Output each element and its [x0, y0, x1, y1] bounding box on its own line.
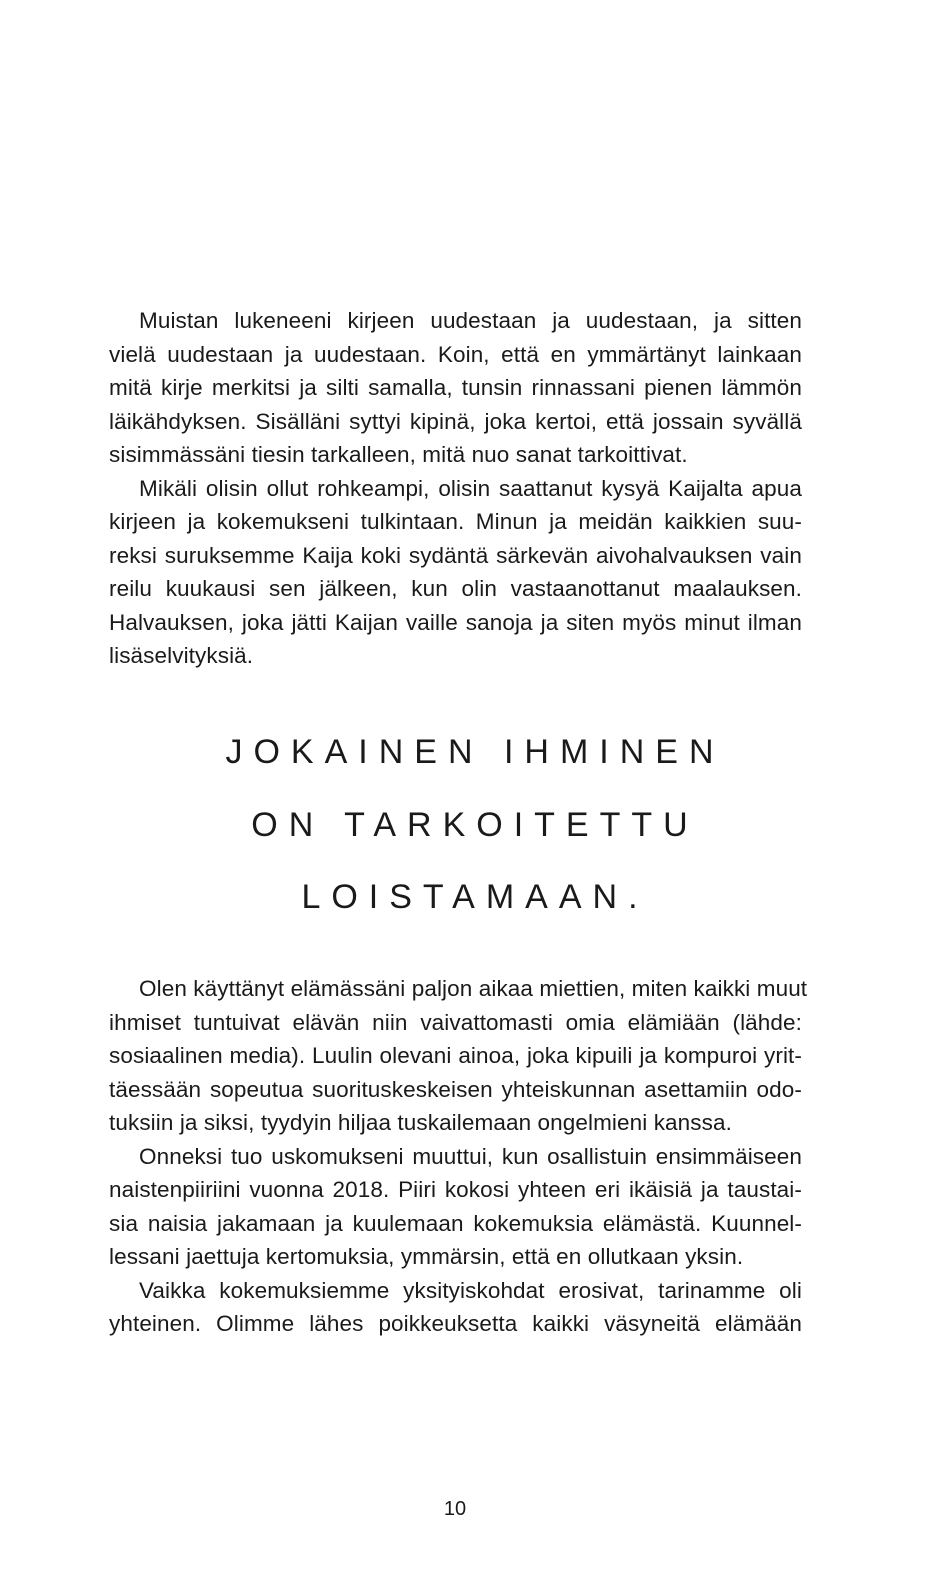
paragraph-1-line-2: vielä uudestaan ja uudestaan. Koin, että en ymmärtänyt lainkaan — [109, 341, 802, 367]
paragraph-3-line-2: ihmiset tuntuivat elävän niin vaivattomasti omia elämiään (lähde: — [109, 1009, 802, 1035]
paragraph-2-line-2: kirjeen ja kokemukseni tulkintaan. Minun ja meidän kaikkien suu- — [109, 509, 802, 534]
quote-heading-line-2: ON TARKOITETTU — [251, 806, 699, 844]
paragraph-2-line-1: Mikäli olisin ollut rohkeampi, olisin saattanut kysyä Kaijalta apua — [139, 475, 802, 501]
paragraph-3-line-1: Olen käyttänyt elämässäni paljon aikaa miettien, miten kaikki muut — [139, 976, 808, 1001]
quote-heading-line-3: LOISTAMAAN. — [301, 878, 649, 916]
paragraph-4-line-4: lessani jaettuja kertomuksia, ymmärsin, että en ollutkaan yksin. — [109, 1244, 744, 1269]
quote-heading-line-1: JOKAINEN IHMINEN — [225, 733, 725, 771]
paragraph-2-line-3: reksi suruksemme Kaija koki sydäntä särkevän aivohalvauksen vain — [109, 542, 802, 568]
paragraph-2-line-5: Halvauksen, joka jätti Kaijan vaille sanoja ja siten myös minut ilman — [109, 609, 802, 635]
paragraph-3-line-3: sosiaalinen media). Luulin olevani ainoa, joka kipuili ja kompuroi yrit- — [109, 1043, 802, 1068]
paragraph-4-line-1: Onneksi tuo uskomukseni muuttui, kun osallistuin ensimmäiseen — [139, 1143, 802, 1169]
page-number: 10 — [443, 1498, 467, 1520]
paragraph-5-line-2: yhteinen. Olimme lähes poikkeuksetta kaikki väsyneitä elämään — [109, 1311, 802, 1336]
paragraph-5-line-1: Vaikka kokemuksiemme yksityiskohdat erosivat, tarinamme oli — [139, 1277, 802, 1303]
paragraph-2-line-6: lisäselvityksiä. — [109, 643, 254, 668]
paragraph-4-line-2: naistenpiiriini vuonna 2018. Piiri kokosi yhteen eri ikäisiä ja taustai- — [109, 1177, 802, 1202]
paragraph-1-line-4: läikähdyksen. Sisälläni syttyi kipinä, joka kertoi, että jossain syvällä — [109, 408, 802, 434]
paragraph-3-line-4: täessään sopeutua suorituskeskeisen yhteiskunnan asettamiin odo- — [109, 1076, 802, 1102]
paragraph-1-line-1: Muistan lukeneeni kirjeen uudestaan ja uudestaan, ja sitten — [139, 308, 802, 333]
paragraph-1-line-3: mitä kirje merkitsi ja silti samalla, tunsin rinnassani pienen lämmön — [109, 375, 802, 400]
paragraph-3-line-5: tuksiin ja siksi, tyydyin hiljaa tuskailemaan ongelmieni kanssa. — [109, 1110, 732, 1135]
paragraph-4-line-3: sia naisia jakamaan ja kuulemaan kokemuksia elämästä. Kuunnel- — [109, 1210, 802, 1236]
paragraph-2-line-4: reilu kuukausi sen jälkeen, kun olin vastaanottanut maalauksen. — [109, 576, 802, 601]
paragraph-1-line-5: sisimmässäni tiesin tarkalleen, mitä nuo sanat tarkoittivat. — [109, 442, 688, 467]
